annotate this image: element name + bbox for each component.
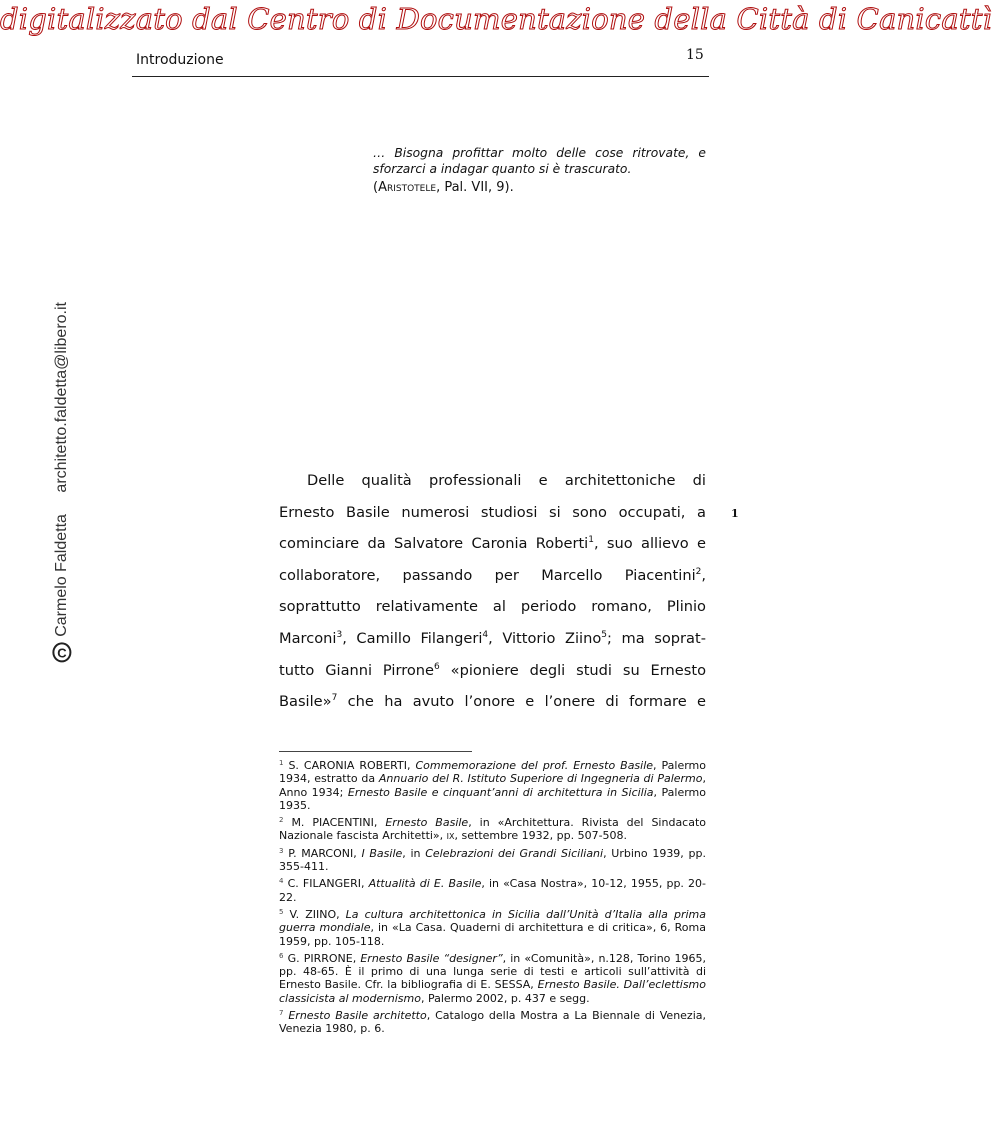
epigraph-source: (Aristotele, Pal. VII, 9).: [373, 180, 514, 195]
body-line: Delle qualità professionali e architettoniche di: [307, 472, 706, 489]
footnote-3: $^3$ P. MARCONI, I Basile, in Celebrazioni dei Grandi Siciliani, Urbino 1939, pp. 355-411.: [279, 846, 706, 874]
credit-email: architetto.faldetta@libero.it: [53, 302, 70, 493]
watermark-banner: digitalizzato dal Centro di Documentazione della Città di Canicattì: [0, 2, 992, 36]
header-rule: [132, 76, 709, 77]
body-line: collaboratore, passando per Marcello Piacentini$^2$,: [279, 566, 706, 584]
page-number: 15: [686, 47, 704, 63]
side-credit: [48, 302, 76, 662]
footnote-ref: 5: [601, 629, 608, 640]
running-header-title: Introduzione: [136, 52, 224, 68]
footnote-2: $^2$ M. PIACENTINI, Ernesto Basile, in «Architettura. Rivista del Sindacato Nazionale fascista Architetti», ix, settembre 1932, pp. 507-508.: [279, 816, 707, 843]
body-line: Ernesto Basile numerosi studiosi si sono occupati, a: [279, 503, 706, 521]
margin-number: 1: [731, 507, 739, 520]
footnote-4: $^4$ C. FILANGERI, Attualità di E. Basile, in «Casa Nostra», 10-12, 1955, pp. 20-22.: [279, 877, 707, 904]
body-line: cominciare da Salvatore Caronia Roberti$^1$, suo allievo e: [279, 535, 706, 553]
body-line: soprattutto relativamente al periodo romano, Plinio: [279, 598, 706, 616]
body-line: Basile»$^7$ che ha avuto l’onore e l’onere di formare e: [279, 693, 706, 711]
footnote-ref: 4: [482, 629, 489, 640]
copyright-icon: C: [52, 642, 71, 662]
footnote-6: $^6$ G. PIRRONE, Ernesto Basile “designer”, in «Comunità», n.128, Torino 1965, pp. 48-65. È il primo di una lunga serie di testi e articoli sull’attività di Ernesto Basile. Cfr. la bibliografia di E. SESSA, Ernesto Basile. Dall’eclettismo classicista al modernismo, Palermo 2002, p. 437 e segg.: [279, 951, 706, 1005]
body-line: Marconi$^3$, Camillo Filangeri$^4$, Vittorio Ziino$^5$; ma soprat-: [279, 629, 706, 647]
footnote-ref: 6: [434, 661, 440, 672]
footnote-5: $^5$ V. ZIINO, La cultura architettonica in Sicilia dall’Unità d’Italia alla prima guerra mondiale, in «La Casa. Quaderni di architettura e di critica», 6, Roma 1959, pp. 105-118.: [279, 907, 706, 948]
footnote-ref: 2: [695, 566, 702, 577]
footnote-ref: 1: [588, 535, 594, 546]
epigraph-author: Aristotele: [378, 180, 437, 195]
epigraph-quote: … Bisogna profittar molto delle cose ritrovate, e sforzarci a indagar quanto si è trascurato.: [373, 146, 706, 176]
body-line: tutto Gianni Pirrone$^6$ «pioniere degli studi su Ernesto: [279, 661, 706, 679]
body-paragraph: [279, 465, 706, 718]
footnote-ref: 7: [331, 693, 338, 704]
footnote-rule: [279, 751, 472, 752]
footnote-1: $^1$ S. CARONIA ROBERTI, Commemorazione del prof. Ernesto Basile, Palermo 1934, estratto da Annuario del R. Istituto Superiore di Ingegneria di Palermo, Anno 1934; Ernesto Basile e cinquant’anni di architettura in Sicilia, Palermo 1935.: [279, 759, 706, 812]
epigraph: [373, 145, 706, 196]
footnote-7: $^7$ Ernesto Basile architetto, Catalogo della Mostra a La Biennale di Venezia, Venezia 1980, p. 6.: [279, 1009, 707, 1036]
footnote-ref: 3: [336, 629, 343, 640]
credit-name: Carmelo Faldetta: [53, 514, 70, 637]
footnotes: [279, 759, 706, 1040]
